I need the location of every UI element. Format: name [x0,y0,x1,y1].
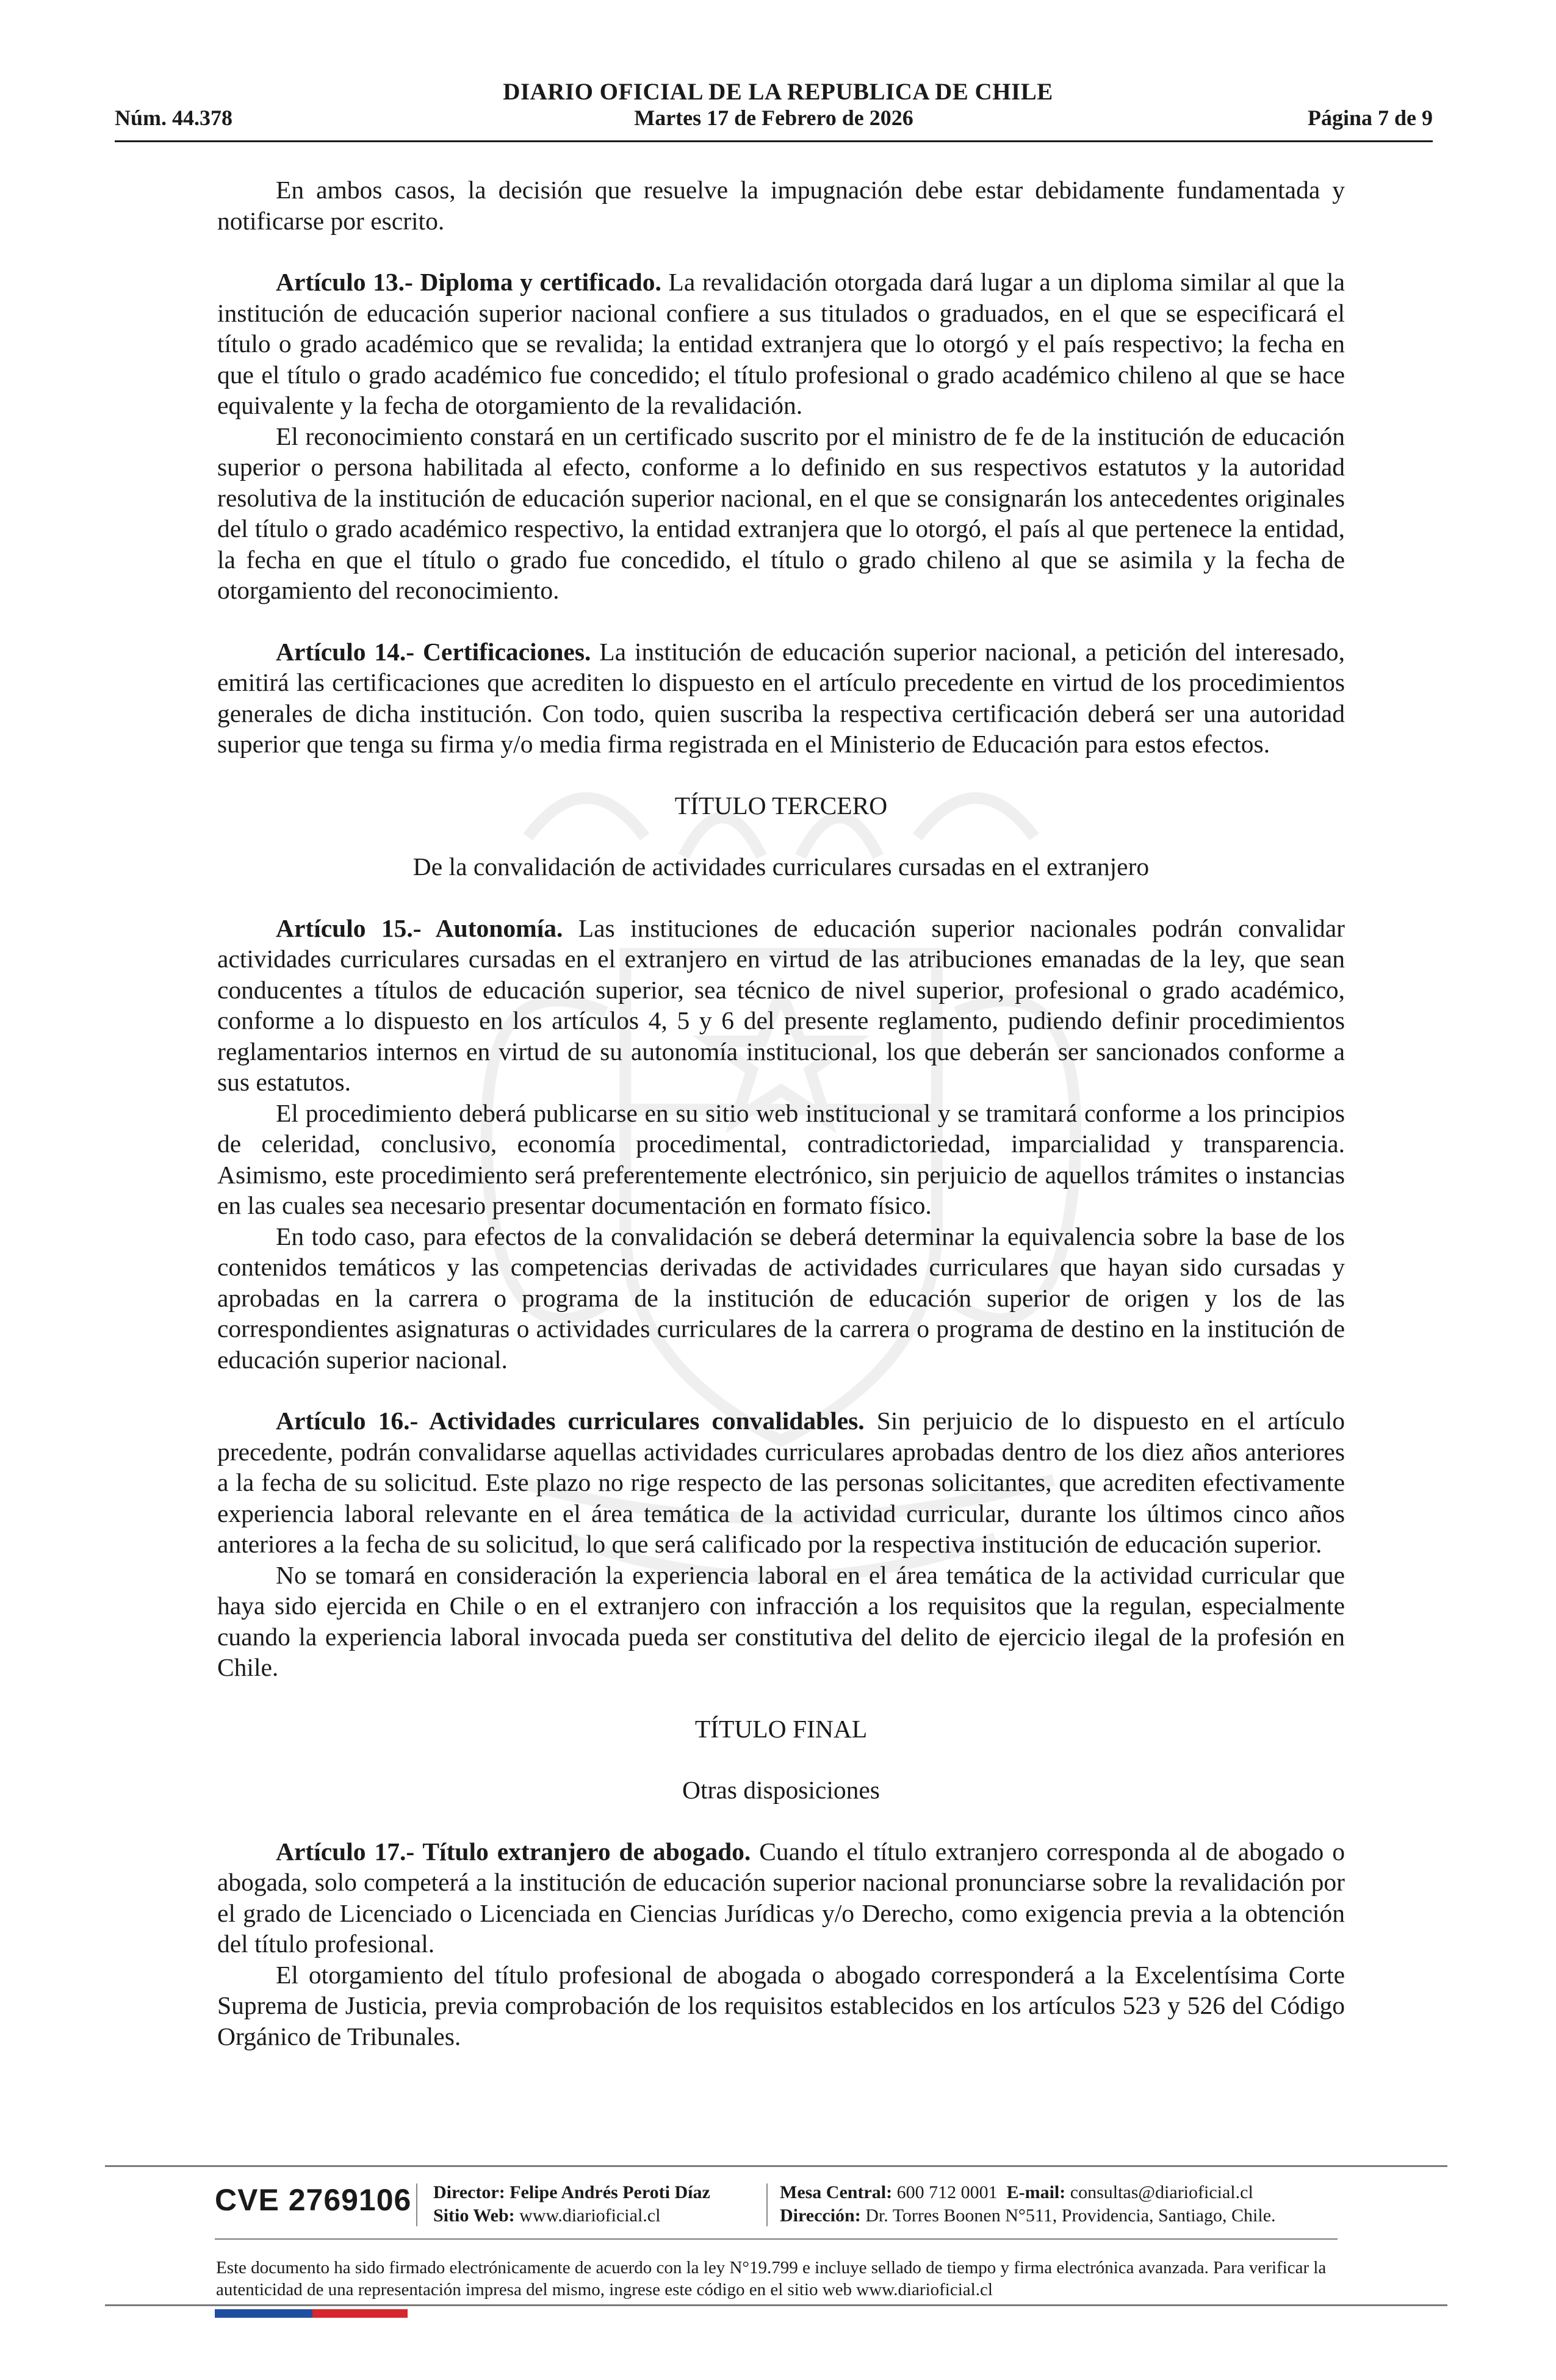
footer-divider [215,2238,1338,2240]
article-heading: Artículo 13.- Diploma y certificado. [276,268,661,296]
website-link[interactable]: www.diarioficial.cl [519,2205,661,2226]
flag-bar-blue [215,2309,312,2318]
footer-divider [105,2165,1447,2167]
footer-contact-block [780,2181,1276,2227]
director-label: Director: [433,2182,505,2202]
director-name: Felipe Andrés Peroti Díaz [510,2182,710,2202]
paragraph: En ambos casos, la decisión que resuelve la impugnación debe estar debidamente fundamentada y notificarse por escrito. [217,176,1345,235]
address-label: Dirección: [780,2205,861,2226]
address-value: Dr. Torres Boonen N°511, Providencia, Santiago, Chile. [865,2205,1276,2226]
section-title: TÍTULO FINAL [694,1714,868,1743]
email-link[interactable]: consultas@diarioficial.cl [1070,2182,1253,2202]
signature-notice: Este documento ha sido firmado electrónicamente de acuerdo con la ley N°19.799 e incluye sellado de tiempo y firma electrónica avanzada. Para verificar la autenticidad de una representación impresa del mismo, ingrese este código en el sitio web www.diarioficial.cl [216,2258,1327,2299]
footer-director-block [433,2181,710,2227]
email-label: E-mail: [1006,2182,1066,2202]
flag-bar-red [312,2309,408,2318]
article-14 [217,636,1345,760]
article-heading: Artículo 16.- Actividades curriculares convalidables. [276,1407,865,1435]
article-16 [217,1405,1345,1560]
website-label: Sitio Web: [433,2205,515,2226]
issue-number: Núm. 44.378 [115,106,233,130]
issue-date: Martes 17 de Febrero de 2026 [634,106,913,130]
article-text: La revalidación otorgada dará lugar a un diploma similar al que la institución de educación superior nacional confiere a sus titulados o graduados, en el que se especificará el título o grado académico que se revalida; la entidad extranjera que lo otorgó y el país respectivo; la fecha en que el título o grado académico fue concedido; el título profesional o grado académico chileno al que se hace equivalente y la fecha de otorgamiento de la revalidación. [217,268,1345,419]
article-13 [217,267,1345,421]
paragraph: El procedimiento deberá publicarse en su sitio web institucional y se tramitará conforme a los principios de celeridad, conclusivo, economía procedimental, contradictoriedad, imparcialidad y transparencia. Asimismo, este procedimiento será preferentemente electrónico, sin perjuicio de aquellos trámites o instancias en las cuales sea necesario presentar documentación en formato físico. [217,1098,1345,1219]
paragraph: No se tomará en consideración la experiencia laboral en el área temática de la actividad curricular que haya sido ejercida en Chile o en el extranjero con infracción a los requisitos que la regulan, especialmente cuando la experiencia laboral invocada pueda ser constitutiva del delito de ejercicio ilegal de la profesión en Chile. [217,1560,1345,1681]
footer-divider [105,2304,1447,2306]
article-text: Las instituciones de educación superior nacionales podrán convalidar actividades curriculares cursadas en el extranjero en virtud de las atribuciones emanadas de la ley, que sean conducentes a títulos de educación superior, sea técnico de nivel superior, profesional o grado académico, conforme a lo dispuesto en los artículos 4, 5 y 6 del presente reglamento, pudiendo definir procedimientos reglamentarios internos en virtud de su autonomía institucional, los que deberán ser sancionados conforme a sus estatutos. [217,914,1345,1096]
article-text: Sin perjuicio de lo dispuesto en el artículo precedente, podrán convalidarse aquellas actividades curriculares aprobadas dentro de los diez años anteriores a la fecha de su solicitud. Este plazo no rige respecto de las personas solicitantes, que acrediten efectivamente experiencia laboral relevante en el área temática de la actividad curricular, durante los últimos cinco años anteriores a la fecha de su solicitud, lo que será calificado por la respectiva institución de educación superior. [217,1407,1345,1558]
article-text: La institución de educación superior nacional, a petición del interesado, emitirá las certificaciones que acrediten lo dispuesto en el artículo precedente en virtud de los procedimientos generales de dicha institución. Con todo, quien suscriba la respectiva certificación deberá ser una autoridad superior que tenga su firma y/o media firma registrada en el Ministerio de Educación para estos efectos. [217,637,1345,758]
header-divider [115,140,1433,142]
article-heading: Artículo 15.- Autonomía. [276,914,563,942]
gazette-title: DIARIO OFICIAL DE LA REPUBLICA DE CHILE [503,79,1053,105]
section-title: TÍTULO TERCERO [674,791,888,820]
footer-separator [416,2183,417,2226]
phone-value: 600 712 0001 [896,2182,998,2202]
paragraph: En todo caso, para efectos de la convalidación se deberá determinar la equivalencia sobre la base de los contenidos temáticos y las competencias derivadas de actividades curriculares que hayan sido cursadas y aprobadas en la carrera o programa de la institución de educación superior de origen y los de las correspondientes asignaturas o actividades curriculares de la carrera o programa de destino en la institución de educación superior nacional. [217,1222,1345,1374]
footer-separator [766,2183,768,2226]
article-17 [217,1836,1345,1960]
paragraph: El otorgamiento del título profesional de abogada o abogado corresponderá a la Excelentísima Corte Suprema de Justicia, previa comprobación de los requisitos establecidos en los artículos 523 y 526 del Código Orgánico de Tribunales. [217,1960,1345,2050]
page-number: Página 7 de 9 [1307,106,1433,130]
document-body [217,175,1345,2052]
article-text: Cuando el título extranjero corresponda al de abogado o abogada, solo competerá a la institución de educación superior nacional pronunciarse sobre la revalidación por el grado de Licenciado o Licenciada en Ciencias Jurídicas y/o Derecho, como exigencia previa a la obtención del título profesional. [217,1837,1345,1958]
section-subtitle: De la convalidación de actividades curriculares cursadas en el extranjero [412,853,1150,881]
header-row [115,105,1433,135]
article-heading: Artículo 14.- Certificaciones. [276,637,591,666]
cve-code: CVE 2769106 [215,2183,412,2217]
article-heading: Artículo 17.- Título extranjero de abogado. [276,1837,751,1866]
section-subtitle: Otras disposiciones [682,1776,880,1804]
paragraph: El reconocimiento constará en un certificado suscrito por el ministro de fe de la institución de educación superior o persona habilitada al efecto, conforme a lo definido en sus respectivos estatutos y la autoridad resolutiva de la institución de educación superior nacional, en el que se consignarán los antecedentes originales del título o grado académico respectivo, la entidad extranjera que lo otorgó, el país al que pertenece la entidad, la fecha en que el título o grado fue concedido, el título o grado chileno al que se asimila y la fecha de otorgamiento del reconocimiento. [217,422,1345,604]
phone-label: Mesa Central: [780,2182,893,2202]
article-15 [217,913,1345,1098]
